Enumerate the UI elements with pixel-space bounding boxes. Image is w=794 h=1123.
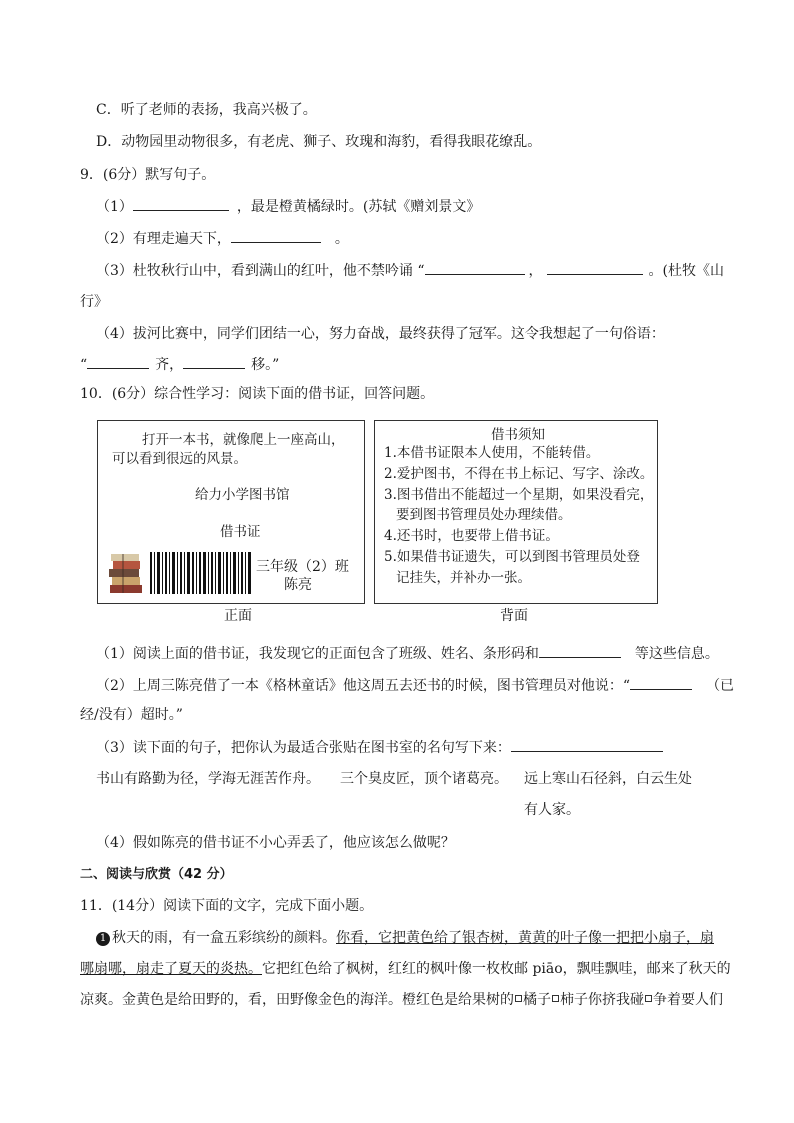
card-quote-line-1: 打开一本书，就像爬上一座高山， [142,432,345,448]
card-back-caption: 背面 [500,608,528,624]
section-heading: 二、阅读与欣赏（42 分） [80,867,233,882]
option-c: C．听了老师的表扬，我高兴极了。 [96,102,317,118]
q9-item-4-blanks [80,354,279,375]
rule-5-cont: 记挂失，并补办一张。 [396,570,531,586]
answer-blank[interactable] [87,354,149,369]
rule-2: 2.爱护图书，不得在书上标记、写字、涂改。 [384,466,654,482]
card-title: 借书证 [220,524,261,540]
barcode [150,552,252,594]
q9-4-mid: 齐， [155,357,184,373]
quote-option-b: 三个臭皮匠，顶个诸葛亮。 [340,771,508,787]
q9-1-text: ，最是橙黄橘绿时。(苏轼《赠刘景文》 [236,199,481,215]
q10-sub-3 [96,737,663,758]
card-quote-line-2: 可以看到很远的风景。 [112,451,247,467]
q10-sub-4: （4）假如陈亮的借书证不小心弄丢了，他应该怎么做呢？ [96,835,455,851]
card-library-name: 给力小学图书馆 [195,487,290,503]
rule-3: 3.图书借出不能超过一个星期，如果没看完， [384,487,654,503]
q9-2-prefix: （2）有理走遍天下， [96,231,231,247]
punctuation-box[interactable] [552,995,559,1002]
answer-blank[interactable] [183,354,245,369]
answer-blank[interactable] [547,260,643,275]
passage-underlined: 哪扇哪，扇走了夏天的炎热。 [80,961,262,977]
answer-blank[interactable] [511,737,663,752]
card-student-name: 陈亮 [284,577,312,593]
rule-3-cont: 要到图书管理员处办理续借。 [396,507,572,523]
card-class: 三年级（2）班 [256,559,349,575]
passage-underlined: 你看，它把黄色给了银杏树，黄黄的叶子像一把把小扇子，扇 [336,930,714,946]
q9-4-quote: “ [80,357,88,373]
rule-5: 5.如果借书证遗失，可以到图书管理员处登 [384,549,640,565]
answer-blank[interactable] [231,228,321,243]
answer-blank[interactable] [630,675,692,690]
punctuation-box[interactable] [645,995,652,1002]
q9-2-text: 。 [334,231,349,247]
passage-text: 橘子 [523,992,551,1008]
passage-text: 秋天的雨，有一盒五彩缤纷的颜料。 [112,930,336,946]
rule-1: 1.本借书证限本人使用，不能转借。 [384,445,600,461]
q9-item-1 [96,196,480,217]
q9-3-prefix: （3）杜牧秋行山中，看到满山的红叶，他不禁吟诵 “ [96,263,425,279]
q11-heading: 11．(14分）阅读下面的文字，完成下面小题。 [80,898,374,914]
answer-blank[interactable] [133,196,229,211]
q9-4-end: 移。” [251,357,280,373]
rules-title: 借书须知 [491,427,545,443]
q10-2-end: （已 [706,678,735,694]
passage-line-3 [80,990,723,1010]
quote-option-a: 书山有路勤为径，学海无涯苦作舟。 [96,771,320,787]
passage-line-1 [96,928,714,948]
library-card-front [97,420,365,604]
q9-3-comma: ， [528,263,543,279]
answer-blank[interactable] [539,643,621,658]
q10-sub-2 [96,675,734,696]
passage-text: 凉爽。金黄色是给田野的，看，田野像金色的海洋。橙红色是给果树的 [80,992,514,1008]
q10-1-text: （1）阅读上面的借书证，我发现它的正面包含了班级、姓名、条形码和 [96,646,539,662]
q9-item-3 [96,260,724,281]
q10-heading: 10．(6分）综合性学习：阅读下面的借书证，回答问题。 [80,386,435,402]
library-card-back [374,420,658,604]
passage-text: 它把红色给了枫树，红红的枫叶像一枚枚邮 piāo，飘哇飘哇，邮来了秋天的 [262,961,731,977]
q9-item-2 [96,228,349,249]
q10-sub-2-cont: 经/没有）超时。” [80,707,183,723]
books-icon [108,551,146,595]
option-d: D．动物园里动物很多，有老虎、狮子、玫瑰和海豹，看得我眼花缭乱。 [96,134,542,150]
q9-item-4: （4）拔河比赛中，同学们团结一心，努力奋战，最终获得了冠军。这令我想起了一句俗语： [96,326,665,342]
passage-text: 柿子你挤我碰 [560,992,644,1008]
q10-sub-1 [96,643,719,664]
passage-line-2 [80,959,731,979]
q9-heading: 9．(6分）默写句子。 [80,167,216,183]
rule-4: 4.还书时，也要带上借书证。 [384,528,559,544]
q10-2-text: （2）上周三陈亮借了一本《格林童话》他这周五去还书的时候，图书管理员对他说：“ [96,678,631,694]
q9-3-text: 。(杜牧《山 [648,263,724,279]
q9-1-prefix: （1） [96,199,133,215]
q10-1-end: 等这些信息。 [634,646,719,662]
q10-3-text: （3）读下面的句子，把你认为最适合张贴在图书室的名句写下来： [96,740,511,756]
quote-option-c-cont: 有人家。 [524,802,580,818]
passage-text: 争着要人们 [653,992,723,1008]
card-front-caption: 正面 [224,608,252,624]
q9-3-continued: 行》 [80,294,108,310]
punctuation-box[interactable] [515,995,522,1002]
answer-blank[interactable] [425,260,525,275]
paragraph-number: 1 [96,932,110,946]
quote-option-c: 远上寒山石径斜，白云生处 [524,771,692,787]
